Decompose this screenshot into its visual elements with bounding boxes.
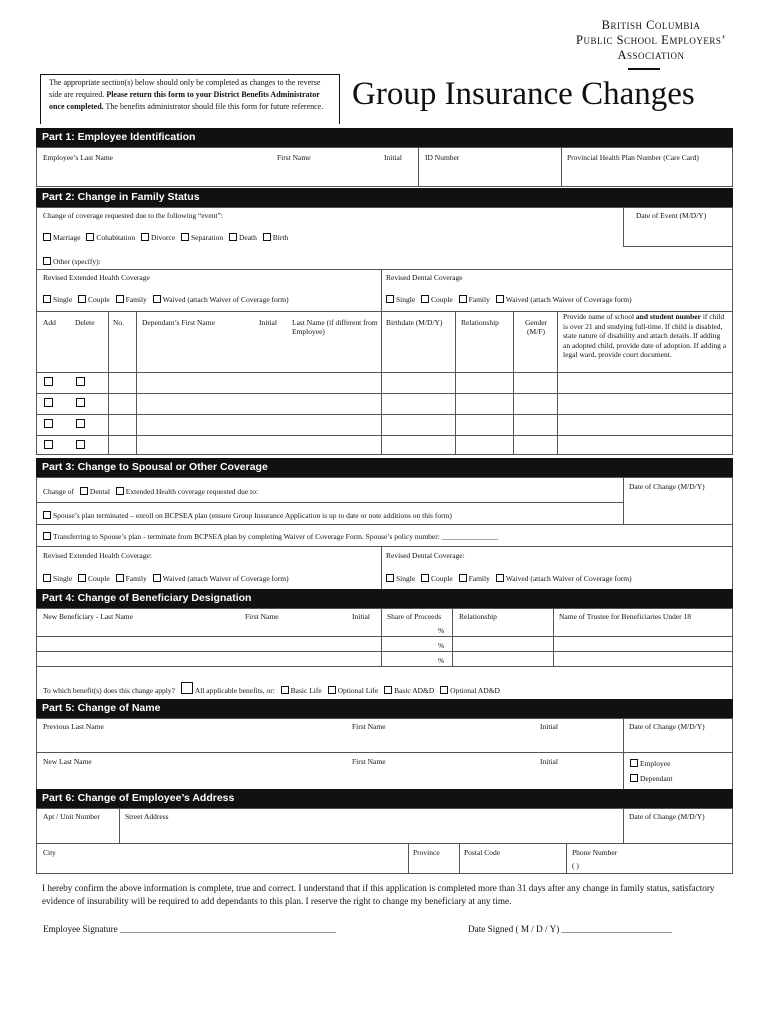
p3-dental-couple-label: Couple (431, 574, 453, 583)
part3-dental-options (386, 574, 636, 584)
change-of-label: Change of (43, 487, 75, 496)
org-line-3: Association (617, 48, 685, 62)
add-checkbox-2[interactable] (44, 398, 53, 407)
part5-initial-label: Initial (540, 722, 558, 731)
marriage-label: Marriage (53, 233, 81, 242)
ehc-couple-label: Couple (88, 295, 110, 304)
transferring-label: Transferring to Spouse’s plan - terminate from BCPSEA plan by completing Waiver of Coverage Form. Spouse’s policy number: _______________ (53, 532, 498, 541)
phone-area-code: ( ) (572, 861, 579, 870)
employee-option (630, 759, 670, 769)
dependant-label: Dependant (640, 774, 673, 783)
add-checkbox-3[interactable] (44, 419, 53, 428)
ehc-family-label: Family (125, 295, 147, 304)
part3-ehc-checkbox[interactable] (116, 487, 124, 495)
birthdate-header: Birthdate (M/D/Y) (386, 318, 443, 327)
part6-header: Part 6: Change of Employee’s Address (36, 789, 733, 808)
dependant-note-1: Provide name of school (563, 312, 635, 321)
other-option (43, 257, 101, 267)
apt-unit-label: Apt / Unit Number (43, 812, 100, 821)
p3-ehc-couple-label: Couple (88, 574, 110, 583)
date-signed-line[interactable]: Date Signed ( M / D / Y) ________________________ (468, 924, 672, 934)
dental-couple-label: Couple (431, 295, 453, 304)
org-divider (628, 68, 660, 70)
dental-family-label: Family (468, 295, 490, 304)
part2-header: Part 2: Change in Family Status (36, 188, 733, 207)
optional-life-checkbox[interactable] (328, 686, 336, 694)
delete-checkbox-4[interactable] (76, 440, 85, 449)
street-address-label: Street Address (125, 812, 169, 821)
divorce-checkbox[interactable] (141, 233, 149, 241)
city-label: City (43, 848, 56, 857)
part4-header: Part 4: Change of Beneficiary Designation (36, 589, 733, 608)
part3-ehc-label-2: Revised Extended Health Coverage: (43, 551, 152, 560)
previous-last-name-label: Previous Last Name (43, 722, 104, 731)
part3-date-of-change-label: Date of Change (M/D/Y) (629, 482, 705, 491)
p3-ehc-couple-checkbox[interactable] (78, 574, 86, 582)
dependant-initial-header: Initial (259, 318, 277, 327)
terminated-label: Spouse’s plan terminated – enroll on BCPSEA plan (ensure Group Insurance Application is up to date or note additions on this form) (53, 511, 452, 520)
ehc-waived-checkbox[interactable] (153, 295, 161, 303)
birth-checkbox[interactable] (263, 233, 271, 241)
dental-waived-checkbox[interactable] (496, 295, 504, 303)
optional-add-label: Optional AD&D (450, 686, 500, 695)
employee-checkbox[interactable] (630, 759, 638, 767)
basic-add-label: Basic AD&D (394, 686, 435, 695)
p3-ehc-single-checkbox[interactable] (43, 574, 51, 582)
intro-instructions (40, 74, 340, 124)
basic-life-label: Basic Life (290, 686, 322, 695)
add-col-header: Add (43, 318, 56, 327)
delete-checkbox-3[interactable] (76, 419, 85, 428)
ehc-label: Revised Extended Health Coverage (43, 273, 150, 282)
percent-2: % (438, 641, 445, 650)
part5-date-of-change-label: Date of Change (M/D/Y) (629, 722, 705, 731)
part3-ehc-options (43, 574, 293, 584)
care-card-label: Provincial Health Plan Number (Care Card) (567, 153, 699, 162)
dependant-option (630, 774, 673, 784)
p3-dental-single-checkbox[interactable] (386, 574, 394, 582)
terminated-checkbox[interactable] (43, 511, 51, 519)
beneficiary-initial-label: Initial (352, 612, 370, 621)
no-col-header: No. (113, 318, 125, 327)
part5-first-name-label: First Name (352, 722, 386, 731)
birth-label: Birth (272, 233, 289, 242)
delete-checkbox-2[interactable] (76, 398, 85, 407)
ehc-family-checkbox[interactable] (116, 295, 124, 303)
employee-last-name-label: Employee’s Last Name (43, 153, 113, 162)
p3-dental-waived-label: Waived (attach Waiver of Coverage form) (505, 574, 632, 583)
optional-life-label: Optional Life (337, 686, 379, 695)
p3-ehc-waived-checkbox[interactable] (153, 574, 161, 582)
transferring-checkbox[interactable] (43, 532, 51, 540)
dental-waived-label: Waived (attach Waiver of Coverage form) (505, 295, 632, 304)
part5-initial-label-2: Initial (540, 757, 558, 766)
benefit-apply-options (43, 682, 504, 696)
relationship-header: Relationship (461, 318, 499, 327)
intro-text-bold: Please return this form to your District Benefits Administrator once completed. (49, 90, 320, 111)
gender-header: Gender (M/F) (524, 318, 548, 336)
ehc-single-checkbox[interactable] (43, 295, 51, 303)
dental-single-label: Single (396, 295, 416, 304)
org-line-1: British Columbia (601, 18, 701, 32)
transferring-option (43, 532, 498, 542)
terminated-option (43, 511, 452, 521)
ehc-single-label: Single (53, 295, 73, 304)
add-checkbox-4[interactable] (44, 440, 53, 449)
cohabitation-checkbox[interactable] (86, 233, 94, 241)
event-label: Change of coverage requested due to the following “event”: (43, 211, 223, 220)
other-checkbox[interactable] (43, 257, 51, 265)
postal-code-label: Postal Code (464, 848, 501, 857)
first-name-label: First Name (277, 153, 311, 162)
percent-3: % (438, 656, 445, 665)
other-label: Other (specify): (53, 257, 101, 266)
org-line-2: Public School Employers’ (576, 33, 726, 47)
dependant-instructions (563, 312, 729, 360)
part3-ehc-label: Extended Health coverage requested due to: (125, 487, 259, 496)
ehc-coverage-options (43, 295, 293, 305)
dependant-first-name-header: Dependant’s First Name (142, 318, 215, 327)
beneficiary-relationship-label: Relationship (459, 612, 497, 621)
p3-ehc-family-label: Family (125, 574, 147, 583)
dependant-checkbox[interactable] (630, 774, 638, 782)
p3-dental-couple-checkbox[interactable] (421, 574, 429, 582)
part1-header: Part 1: Employee Identification (36, 128, 733, 147)
delete-checkbox-1[interactable] (76, 377, 85, 386)
dental-single-checkbox[interactable] (386, 295, 394, 303)
p3-ehc-single-label: Single (53, 574, 73, 583)
confirmation-statement: I hereby confirm the above information is complete, true and correct. I understand that if this application is completed more than 31 days after any change in family status, satisfactory evidence of insurability will be required to add dependants to this plan. I reserve the right to change my beneficiary at any time. (42, 883, 715, 906)
trustee-label: Name of Trustee for Beneficiaries Under 18 (559, 612, 692, 621)
dependant-note-2: if child is over 21 and studying full-time. If child is disabled, state nature of disability and attach details. If adding an adopted child, provide date of adoption. If adding a legal ward, provide court document. (563, 312, 727, 360)
p3-dental-family-checkbox[interactable] (459, 574, 467, 582)
percent-1: % (438, 626, 445, 635)
part5-header: Part 5: Change of Name (36, 699, 733, 718)
p3-ehc-family-checkbox[interactable] (116, 574, 124, 582)
intro-text-1: The appropriate section(s) below should only be completed as changes to the reverse side are required. (49, 78, 321, 99)
intro-text-2: The benefits administrator should file this form for future reference. (105, 102, 324, 111)
page-title: Group Insurance Changes (352, 76, 695, 112)
part3-header: Part 3: Change to Spousal or Other Coverage (36, 458, 733, 477)
all-benefits-checkbox[interactable] (181, 682, 193, 694)
add-checkbox-1[interactable] (44, 377, 53, 386)
cohabitation-label: Cohabitation (96, 233, 136, 242)
dental-label: Revised Dental Coverage (386, 273, 463, 282)
ehc-couple-checkbox[interactable] (78, 295, 86, 303)
divorce-label: Divorce (150, 233, 176, 242)
province-label: Province (413, 848, 440, 857)
dependant-last-name-header: Last Name (if different from Employee) (292, 318, 378, 336)
part3-dental-label: Dental (89, 487, 110, 496)
beneficiary-first-name-label: First Name (245, 612, 279, 621)
part6-date-of-change-label: Date of Change (M/D/Y) (629, 812, 705, 821)
dental-family-checkbox[interactable] (459, 295, 467, 303)
id-number-label: ID Number (425, 153, 460, 162)
organization-name (576, 18, 726, 63)
dental-couple-checkbox[interactable] (421, 295, 429, 303)
share-of-proceeds-label: Share of Proceeds (387, 612, 442, 621)
separation-checkbox[interactable] (181, 233, 189, 241)
part3-dental-checkbox[interactable] (80, 487, 88, 495)
optional-add-checkbox[interactable] (440, 686, 448, 694)
part5-first-name-label-2: First Name (352, 757, 386, 766)
employee-signature-line[interactable]: Employee Signature _______________________________________________ (43, 924, 336, 934)
employee-label: Employee (640, 759, 671, 768)
p3-ehc-waived-label: Waived (attach Waiver of Coverage form) (162, 574, 289, 583)
date-of-event-label: Date of Event (M/D/Y) (636, 211, 707, 220)
ehc-waived-label: Waived (attach Waiver of Coverage form) (162, 295, 289, 304)
part3-dental-label-2: Revised Dental Coverage: (386, 551, 465, 560)
separation-label: Separation (191, 233, 224, 242)
dental-coverage-options (386, 295, 636, 305)
new-beneficiary-last-name-label: New Beneficiary - Last Name (43, 612, 133, 621)
event-options (43, 233, 292, 243)
delete-col-header: Delete (75, 318, 95, 327)
initial-label: Initial (384, 153, 402, 162)
death-checkbox[interactable] (229, 233, 237, 241)
all-benefits-label: All applicable benefits, or: (194, 686, 275, 695)
phone-number-label: Phone Number (572, 848, 618, 857)
p3-dental-single-label: Single (396, 574, 416, 583)
p3-dental-family-label: Family (468, 574, 490, 583)
new-last-name-label: New Last Name (43, 757, 92, 766)
p3-dental-waived-checkbox[interactable] (496, 574, 504, 582)
marriage-checkbox[interactable] (43, 233, 51, 241)
death-label: Death (238, 233, 257, 242)
basic-add-checkbox[interactable] (384, 686, 392, 694)
dependant-note-bold: and student number (635, 312, 701, 321)
basic-life-checkbox[interactable] (281, 686, 289, 694)
benefit-apply-question: To which benefit(s) does this change apply? (43, 686, 175, 695)
change-of-options (43, 487, 262, 497)
